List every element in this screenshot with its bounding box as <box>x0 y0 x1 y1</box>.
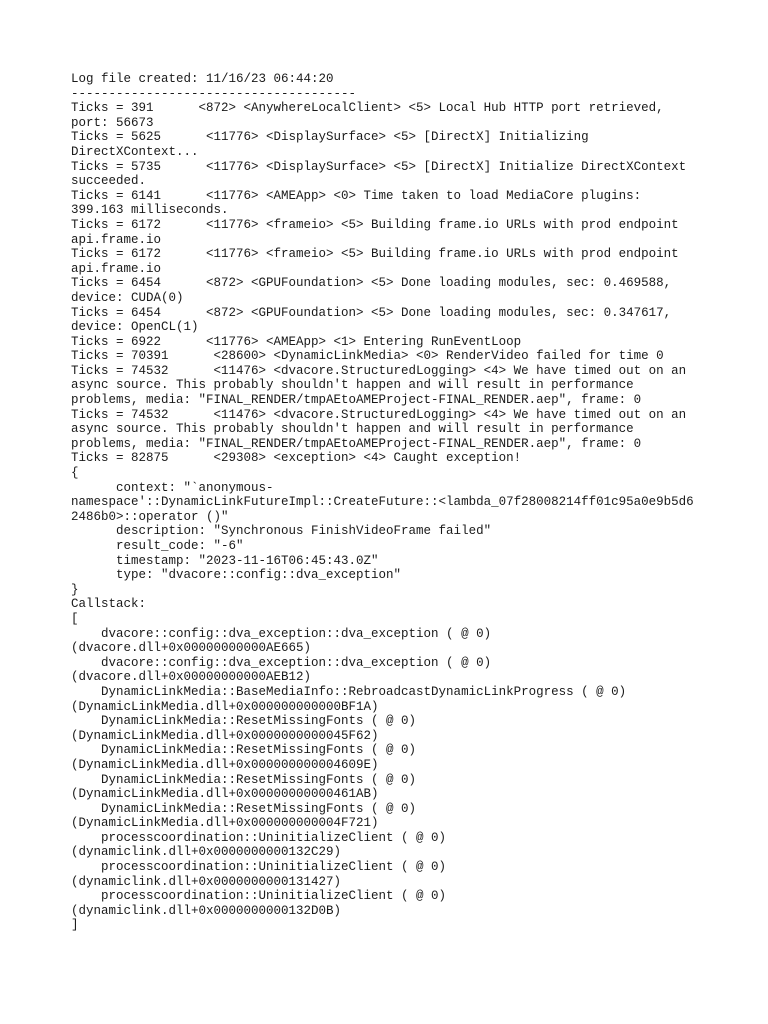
log-line: api.frame.io <box>71 232 162 247</box>
log-line: Ticks = 6172 <11776> <frameio> <5> Building frame.io URLs with prod endpoint <box>71 247 679 262</box>
log-line: -------------------------------------- <box>71 86 357 101</box>
log-line: DynamicLinkMedia::ResetMissingFonts ( @ 0) <box>71 714 417 729</box>
log-line: dvacore::config::dva_exception::dva_exception ( @ 0) <box>71 626 492 641</box>
log-line: api.frame.io <box>71 261 162 276</box>
log-line: result_code: "-6" <box>71 539 244 553</box>
log-line: async source. This probably shouldn't happen and will result in performance <box>71 422 634 437</box>
log-line: Ticks = 70391 <28600> <DynamicLinkMedia> <0> RenderVideo failed for time 0 <box>71 349 664 364</box>
log-line: (DynamicLinkMedia.dll+0x000000000004F721) <box>71 816 379 831</box>
log-line: dvacore::config::dva_exception::dva_exception ( @ 0) <box>71 655 492 670</box>
log-line: port: 56673 <box>71 115 154 130</box>
log-line: Ticks = 6922 <11776> <AMEApp> <1> Entering RunEventLoop <box>71 334 522 349</box>
log-line: Ticks = 82875 <29308> <exception> <4> Caught exception! <box>71 451 522 466</box>
log-line: Ticks = 74532 <11476> <dvacore.StructuredLogging> <4> We have timed out on an <box>71 363 687 378</box>
log-line: Ticks = 6141 <11776> <AMEApp> <0> Time taken to load MediaCore plugins: <box>71 188 642 203</box>
log-line: processcoordination::UninitializeClient ( @ 0) <box>71 830 447 845</box>
log-line: Ticks = 391 <872> <AnywhereLocalClient> <5> Local Hub HTTP port retrieved, <box>71 101 664 116</box>
log-line: } <box>71 582 79 597</box>
log-line: Ticks = 74532 <11476> <dvacore.StructuredLogging> <4> We have timed out on an <box>71 407 687 422</box>
log-line: Log file created: 11/16/23 06:44:20 <box>71 72 334 86</box>
log-line: Ticks = 5625 <11776> <DisplaySurface> <5> [DirectX] Initializing <box>71 130 589 145</box>
log-line: 2486b0>::operator ()" <box>71 509 229 524</box>
log-line: Ticks = 6454 <872> <GPUFoundation> <5> Done loading modules, sec: 0.347617, <box>71 305 672 320</box>
log-line: ] <box>71 918 79 933</box>
log-line: device: OpenCL(1) <box>71 320 199 335</box>
log-line: description: "Synchronous FinishVideoFrame failed" <box>71 524 492 539</box>
log-line: DynamicLinkMedia::ResetMissingFonts ( @ 0) <box>71 801 417 816</box>
log-line: { <box>71 466 79 481</box>
log-line: (DynamicLinkMedia.dll+0x000000000004609E) <box>71 757 379 772</box>
log-text-block <box>71 72 711 933</box>
log-line: processcoordination::UninitializeClient ( @ 0) <box>71 889 447 904</box>
log-line: context: "`anonymous- <box>71 480 274 495</box>
log-line: (DynamicLinkMedia.dll+0x00000000000461AB) <box>71 787 379 802</box>
log-line: Ticks = 5735 <11776> <DisplaySurface> <5> [DirectX] Initialize DirectXContext <box>71 159 687 174</box>
log-line: problems, media: "FINAL_RENDER/tmpAEtoAMEProject-FINAL_RENDER.aep", frame: 0 <box>71 393 642 408</box>
log-line: Callstack: <box>71 597 147 612</box>
log-line: device: CUDA(0) <box>71 290 184 305</box>
log-line: Ticks = 6172 <11776> <frameio> <5> Building frame.io URLs with prod endpoint <box>71 217 679 232</box>
log-line: 399.163 milliseconds. <box>71 203 229 218</box>
log-line: Ticks = 6454 <872> <GPUFoundation> <5> Done loading modules, sec: 0.469588, <box>71 276 672 291</box>
log-line: namespace'::DynamicLinkFutureImpl::CreateFuture::<lambda_07f28008214ff01c95a0e9b5d6 <box>71 495 694 510</box>
log-line: timestamp: "2023-11-16T06:45:43.0Z" <box>71 553 379 568</box>
log-line: DirectXContext... <box>71 144 199 159</box>
log-line: async source. This probably shouldn't happen and will result in performance <box>71 378 634 393</box>
log-line: problems, media: "FINAL_RENDER/tmpAEtoAMEProject-FINAL_RENDER.aep", frame: 0 <box>71 436 642 451</box>
log-line: (dynamiclink.dll+0x0000000000132C29) <box>71 845 342 860</box>
log-line: (dynamiclink.dll+0x0000000000132D0B) <box>71 903 342 918</box>
log-line: DynamicLinkMedia::BaseMediaInfo::RebroadcastDynamicLinkProgress ( @ 0) <box>71 684 627 699</box>
log-line: (dynamiclink.dll+0x0000000000131427) <box>71 874 342 889</box>
log-line: succeeded. <box>71 174 147 189</box>
log-line: type: "dvacore::config::dva_exception" <box>71 568 402 583</box>
log-line: (dvacore.dll+0x00000000000AEB12) <box>71 670 312 685</box>
log-line: (DynamicLinkMedia.dll+0x000000000000BF1A) <box>71 699 379 714</box>
log-line: [ <box>71 611 79 626</box>
log-line: (DynamicLinkMedia.dll+0x0000000000045F62) <box>71 728 379 743</box>
log-line: DynamicLinkMedia::ResetMissingFonts ( @ 0) <box>71 743 417 758</box>
log-line: (dvacore.dll+0x00000000000AE665) <box>71 641 312 656</box>
log-line: processcoordination::UninitializeClient ( @ 0) <box>71 860 447 875</box>
log-line: DynamicLinkMedia::ResetMissingFonts ( @ 0) <box>71 772 417 787</box>
